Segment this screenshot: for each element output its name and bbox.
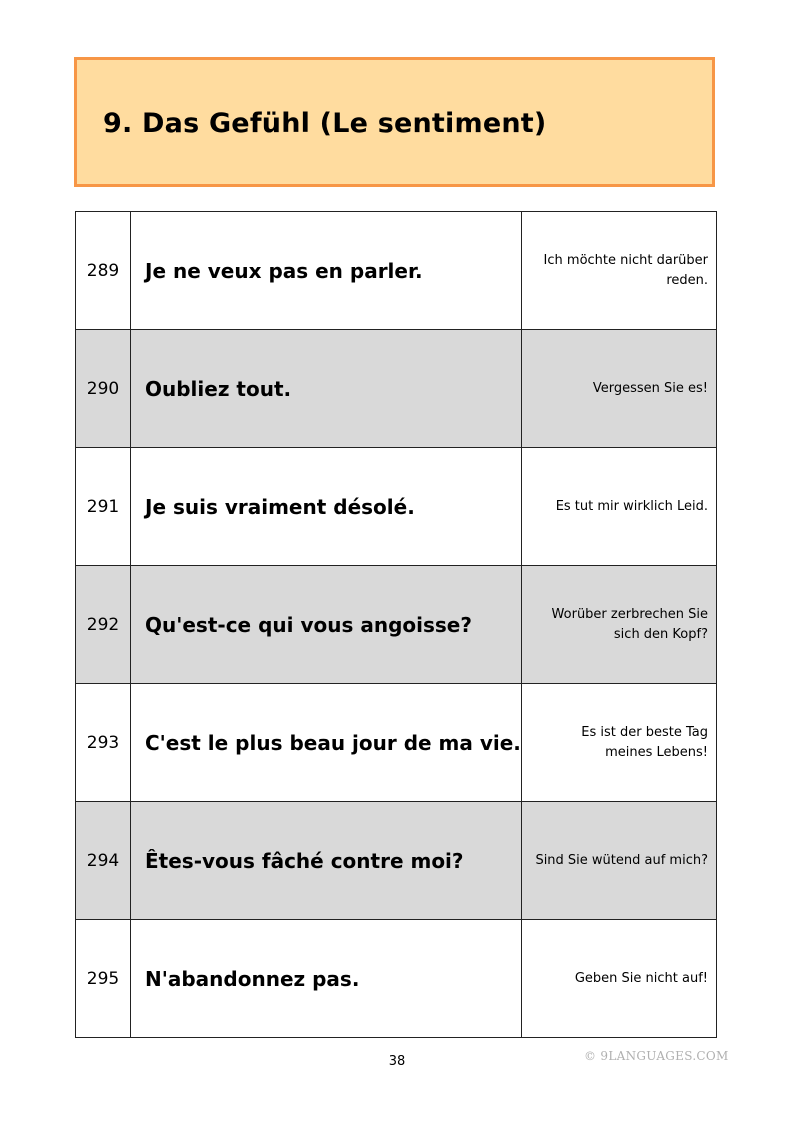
section-header <box>74 57 715 187</box>
phrase-number: 294 <box>76 802 131 920</box>
french-phrase: Je suis vraiment désolé. <box>131 448 522 566</box>
copyright-notice: © 9LANGUAGES.COM <box>584 1049 729 1063</box>
french-phrase: N'abandonnez pas. <box>131 920 522 1038</box>
german-translation: Ich möchte nicht darüber reden. <box>522 212 717 330</box>
german-translation: Worüber zerbrechen Sie sich den Kopf? <box>522 566 717 684</box>
french-phrase: Oubliez tout. <box>131 330 522 448</box>
german-translation: Vergessen Sie es! <box>522 330 717 448</box>
table-row <box>76 212 717 330</box>
table-row <box>76 802 717 920</box>
german-translation: Es tut mir wirklich Leid. <box>522 448 717 566</box>
french-phrase: Qu'est-ce qui vous angoisse? <box>131 566 522 684</box>
phrase-number: 291 <box>76 448 131 566</box>
french-phrase: Êtes-vous fâché contre moi? <box>131 802 522 920</box>
german-translation: Geben Sie nicht auf! <box>522 920 717 1038</box>
table-row <box>76 448 717 566</box>
phrase-number: 290 <box>76 330 131 448</box>
table-row <box>76 330 717 448</box>
phrase-table <box>75 211 717 1038</box>
phrase-number: 292 <box>76 566 131 684</box>
phrase-number: 295 <box>76 920 131 1038</box>
table-row <box>76 566 717 684</box>
page-number: 38 <box>388 1054 406 1069</box>
phrase-number: 293 <box>76 684 131 802</box>
table-row <box>76 684 717 802</box>
german-translation: Sind Sie wütend auf mich? <box>522 802 717 920</box>
phrase-number: 289 <box>76 212 131 330</box>
french-phrase: C'est le plus beau jour de ma vie. <box>131 684 522 802</box>
french-phrase: Je ne veux pas en parler. <box>131 212 522 330</box>
table-row <box>76 920 717 1038</box>
german-translation: Es ist der beste Tag meines Lebens! <box>522 684 717 802</box>
page-title: 9. Das Gefühl (Le sentiment) <box>103 108 547 139</box>
